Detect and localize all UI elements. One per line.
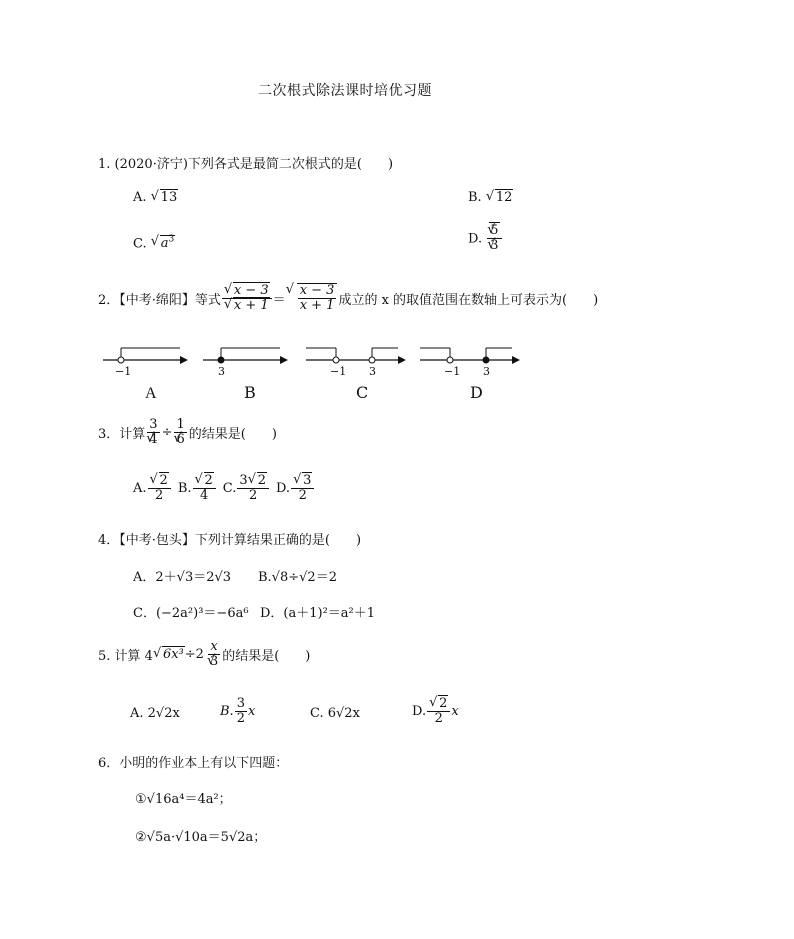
q6-stem: 6．小明的作业本上有以下四题： — [98, 756, 289, 771]
sqrt-icon: √ $a^3$ — [151, 235, 176, 251]
option-label: C — [356, 383, 369, 402]
sqrt-icon: √ 6x³ — [153, 647, 185, 662]
q1-option-d[interactable]: D. √ 5 √ 3 — [468, 224, 503, 254]
q6-item-2: ②√5a·√10a＝5√2a； — [135, 830, 267, 845]
sqrt-icon: √ 12 — [486, 190, 514, 205]
q3-option-a[interactable]: A. √ $\frac{2}{2}$ — [133, 474, 172, 504]
fraction: x √ 3 — [207, 640, 221, 670]
q3-option-b[interactable]: B. √ $\frac{2}{4}$ — [178, 474, 217, 504]
q4-stem: 4．【中考·包头】下列计算结果正确的是( ) — [98, 533, 362, 548]
q5-option-b[interactable]: B. $\frac{3}{2}$ x — [220, 696, 256, 727]
number-line-options — [98, 340, 528, 402]
q4-option-c[interactable]: C．(−2a²)³＝−6a⁶ — [133, 606, 249, 621]
q5-option-a[interactable]: A. 2√2x — [130, 706, 180, 721]
option-label: D — [470, 383, 483, 402]
page-title: 二次根式除法课时培优习题 — [258, 83, 432, 99]
option-label: A — [145, 385, 157, 402]
number-line-b[interactable] — [203, 348, 288, 402]
q6-item-1: ①√16a⁴＝4a²； — [135, 792, 232, 807]
tick-label: 3 — [218, 365, 225, 378]
q4-option-a[interactable]: A．2＋√3＝2√3 — [133, 570, 232, 585]
q5-stem: 5. 计算 4 √ 6x³ ÷2 x √ 3 的结果是( ) — [98, 640, 310, 670]
q1-option-c[interactable]: C. √ $a^3$ — [133, 235, 175, 251]
q3-stem: 3．计算 3 √ 4 ÷ 1 √ 6 的结果是( ) — [98, 418, 277, 448]
tick-label: −1 — [115, 365, 132, 378]
sqrt-icon: √ $\frac{x - 3}{x + 1}$ — [286, 283, 339, 314]
q1-option-b[interactable]: B. √ 12 — [468, 190, 513, 205]
tick-label: 3 — [369, 365, 376, 378]
number-line-c[interactable] — [306, 348, 406, 402]
q3-option-c[interactable]: C. $\frac{3√ 2}{2}$ — [223, 474, 270, 504]
q5-option-c[interactable]: C. 6√2x — [310, 706, 360, 721]
option-label: B — [244, 383, 256, 402]
tick-label: −1 — [330, 365, 347, 378]
fraction: √ 5 √ 3 — [487, 224, 501, 254]
tick-label: 3 — [483, 365, 490, 378]
sqrt-icon: √ 13 — [151, 190, 179, 205]
fraction: 1 √ 6 — [173, 418, 187, 448]
q3-option-d[interactable]: D. √ $\frac{3}{2}$ — [276, 474, 315, 504]
q3-options — [133, 474, 315, 504]
lhs-fraction: √ x − 3 √ x + 1 — [222, 284, 272, 314]
q4-option-d[interactable]: D．(a＋1)²＝a²＋1 — [260, 606, 376, 621]
q1-option-a[interactable]: A. √ 13 — [133, 190, 178, 205]
number-line-a[interactable] — [103, 348, 188, 402]
q1-stem: 1. (2020·济宁)下列各式是最简二次根式的是( ) — [98, 157, 394, 172]
q4-option-b[interactable]: B.√8÷√2＝2 — [258, 570, 337, 585]
number-line-d[interactable] — [420, 348, 520, 402]
tick-label: −1 — [444, 365, 461, 378]
fraction: 3 √ 4 — [146, 418, 160, 448]
q5-option-d[interactable]: D. √ $\frac{2}{2}$ x — [412, 697, 459, 727]
q2-stem: 2．【中考·绵阳】等式 √ x − 3 √ x + 1 ＝ √ $\frac{x - 3}{x + 1}$ 成立的 x 的取值范围在数轴上可表示为( ) — [98, 283, 598, 314]
